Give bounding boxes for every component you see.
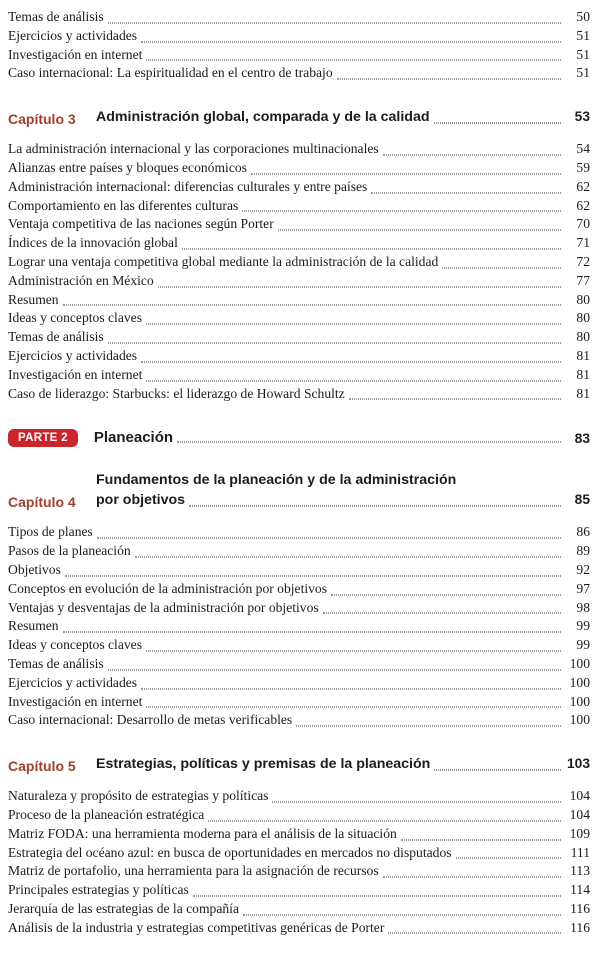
dot-leader (141, 361, 561, 362)
dot-leader (189, 506, 561, 507)
entry-label: Temas de análisis (8, 655, 104, 671)
page-number: 80 (576, 291, 590, 307)
page-number: 113 (570, 863, 590, 879)
entry-label: Resumen (8, 291, 59, 307)
toc-entry (8, 806, 590, 825)
chapter-title-line-2 (96, 490, 590, 510)
page-number: 54 (576, 141, 590, 157)
entry-label: Temas de análisis (8, 329, 104, 345)
dot-leader (65, 575, 561, 576)
table-of-contents (8, 8, 590, 937)
dot-leader (401, 839, 561, 840)
dot-leader (146, 650, 561, 651)
entry-label: Ejercicios y actividades (8, 674, 138, 690)
toc-entry (8, 862, 590, 881)
dot-leader (63, 632, 561, 633)
entry-label: Administración en México (8, 272, 154, 288)
page-number: 80 (576, 310, 590, 326)
entry-label: Ventaja competitiva de las naciones según Porter (8, 216, 274, 232)
toc-entry (8, 636, 590, 655)
chapter-title-line (96, 754, 590, 774)
toc-entry (8, 64, 590, 83)
page-number: 92 (576, 561, 590, 577)
page-number: 116 (570, 919, 590, 935)
dot-leader (383, 154, 561, 155)
entry-label: Caso de liderazgo: Starbucks: el liderazgo de Howard Schultz (8, 385, 345, 401)
dot-leader (337, 79, 561, 80)
page-number: 51 (576, 65, 590, 81)
entry-label: Administración internacional: diferencias culturales y entre países (8, 178, 368, 194)
toc-entry (8, 234, 590, 253)
chapter-heading (8, 754, 590, 774)
toc-entry (8, 140, 590, 159)
chapter-heading (8, 107, 590, 127)
toc-entry (8, 8, 590, 27)
toc-entry (8, 159, 590, 178)
toc-entry (8, 366, 590, 385)
page-number: 100 (569, 674, 590, 690)
page-number: 86 (576, 524, 590, 540)
page-number: 99 (576, 637, 590, 653)
chapter-title-block (96, 754, 590, 774)
chapter-title: Fundamentos de la planeación y de la administración (96, 472, 457, 489)
toc-entry (8, 825, 590, 844)
entry-label: Naturaleza y propósito de estrategias y políticas (8, 788, 269, 804)
page-number: 99 (576, 618, 590, 634)
toc-entry (8, 655, 590, 674)
toc-entry (8, 542, 590, 561)
dot-leader (371, 192, 561, 193)
page-number: 81 (576, 366, 590, 382)
entry-label: La administración internacional y las corporaciones multinacionales (8, 141, 379, 157)
entry-label: Índices de la innovación global (8, 235, 178, 251)
entry-label: Investigación en internet (8, 46, 143, 62)
page-number: 59 (576, 159, 590, 175)
dot-leader (331, 594, 561, 595)
dot-leader (146, 707, 561, 708)
entry-label: Jerarquía de las estrategias de la compañía (8, 900, 239, 916)
dot-leader (158, 286, 561, 287)
dot-leader (442, 267, 561, 268)
toc-entry (8, 693, 590, 712)
page-number: 100 (569, 655, 590, 671)
entry-label: Resumen (8, 618, 59, 634)
toc-entry (8, 844, 590, 863)
dot-leader (243, 914, 561, 915)
entry-label: Proceso de la planeación estratégica (8, 806, 205, 822)
entry-label: Caso internacional: Desarrollo de metas verificables (8, 712, 293, 728)
dot-leader (193, 895, 561, 896)
toc-entry (8, 787, 590, 806)
dot-leader (272, 801, 561, 802)
entry-label: Ejercicios y actividades (8, 347, 138, 363)
chapter-title-continued: por objetivos (96, 492, 186, 509)
page-number: 98 (576, 599, 590, 615)
entry-label: Objetivos (8, 561, 61, 577)
toc-entry (8, 178, 590, 197)
page-number: 109 (569, 825, 590, 841)
entry-label: Ejercicios y actividades (8, 27, 138, 43)
entry-label: Comportamiento en las diferentes culturas (8, 197, 239, 213)
dot-leader (146, 380, 561, 381)
entry-label: Tipos de planes (8, 524, 93, 540)
dot-leader (141, 41, 561, 42)
dot-leader (251, 173, 561, 174)
toc-entry (8, 919, 590, 938)
chapter-title: Administración global, comparada y de la calidad (96, 109, 430, 126)
chapter-title-block (96, 107, 590, 127)
entry-label: Temas de análisis (8, 9, 104, 24)
page-number: 100 (569, 712, 590, 728)
dot-leader (434, 770, 561, 771)
dot-leader (208, 820, 561, 821)
page-number: 104 (569, 806, 590, 822)
toc-entry (8, 561, 590, 580)
toc-entry (8, 27, 590, 46)
part-badge: PARTE 2 (8, 429, 78, 447)
dot-leader (146, 60, 561, 61)
toc-entry (8, 347, 590, 366)
dot-leader (108, 669, 561, 670)
page-number: 100 (569, 693, 590, 709)
toc-entry (8, 272, 590, 291)
entry-label: Matriz de portafolio, una herramienta para la asignación de recursos (8, 863, 379, 879)
page-number: 62 (576, 197, 590, 213)
dot-leader (63, 305, 561, 306)
page-number: 70 (576, 216, 590, 232)
part-heading (8, 428, 590, 446)
page-number: 116 (570, 900, 590, 916)
dot-leader (388, 933, 561, 934)
entry-label: Caso internacional: La espiritualidad en el centro de trabajo (8, 65, 333, 81)
part-page-number: 83 (574, 431, 590, 447)
dot-leader (97, 538, 561, 539)
chapter-title-line-1 (96, 470, 590, 490)
toc-entry (8, 599, 590, 618)
page-number: 51 (576, 27, 590, 43)
dot-leader (456, 858, 561, 859)
page-number: 51 (576, 46, 590, 62)
dot-leader (349, 399, 561, 400)
dot-leader (182, 248, 561, 249)
toc-entry (8, 253, 590, 272)
toc-entry (8, 197, 590, 216)
toc-entry (8, 674, 590, 693)
entry-label: Conceptos en evolución de la administración por objetivos (8, 580, 328, 596)
chapter-page-number: 53 (574, 109, 590, 125)
entry-label: Pasos de la planeación (8, 543, 131, 559)
entry-label: Alianzas entre países y bloques económicos (8, 159, 247, 175)
chapter-title-line (96, 107, 590, 127)
dot-leader (135, 556, 561, 557)
toc-entry (8, 385, 590, 404)
entry-label: Ventajas y desventajas de la administración por objetivos (8, 599, 319, 615)
dot-leader (177, 442, 561, 443)
dot-leader (108, 22, 561, 23)
page-number: 89 (576, 543, 590, 559)
entry-label: Ideas y conceptos claves (8, 310, 142, 326)
toc-entry (8, 881, 590, 900)
page-number: 71 (576, 235, 590, 251)
entry-label: Principales estrategias y políticas (8, 882, 189, 898)
dot-leader (242, 211, 561, 212)
page-number: 104 (569, 788, 590, 804)
entry-label: Lograr una ventaja competitiva global mediante la administración de la calidad (8, 253, 439, 269)
chapter-heading (8, 470, 590, 510)
toc-entry (8, 617, 590, 636)
toc-entry (8, 900, 590, 919)
dot-leader (296, 726, 561, 727)
page-number: 81 (576, 385, 590, 401)
chapter-title-block (96, 470, 590, 510)
entry-label: Matriz FODA: una herramienta moderna para el análisis de la situación (8, 825, 397, 841)
chapter-page-number: 85 (574, 492, 590, 508)
chapter-number: Capítulo 3 (8, 111, 76, 128)
page-number: 77 (576, 272, 590, 288)
page-number: 97 (576, 580, 590, 596)
toc-entry (8, 711, 590, 730)
toc-entry (8, 291, 590, 310)
dot-leader (278, 230, 561, 231)
entry-label: Investigación en internet (8, 366, 143, 382)
page-number: 111 (570, 844, 590, 860)
entry-label: Ideas y conceptos claves (8, 637, 142, 653)
part-title: Planeación (93, 429, 174, 447)
chapter-page-number: 103 (566, 756, 590, 772)
dot-leader (146, 324, 561, 325)
toc-entry (8, 309, 590, 328)
page-number: 72 (576, 253, 590, 269)
page-number: 80 (576, 329, 590, 345)
dot-leader (141, 688, 561, 689)
page-number: 50 (576, 9, 590, 24)
page-number: 81 (576, 347, 590, 363)
toc-entry (8, 215, 590, 234)
dot-leader (383, 877, 561, 878)
dot-leader (108, 342, 561, 343)
entry-label: Estrategia del océano azul: en busca de oportunidades en mercados no disputados (8, 844, 452, 860)
entry-label: Investigación en internet (8, 693, 143, 709)
toc-entry (8, 46, 590, 65)
page-number: 62 (576, 178, 590, 194)
dot-leader (323, 613, 561, 614)
chapter-number: Capítulo 4 (8, 494, 76, 511)
toc-entry (8, 328, 590, 347)
toc-entry (8, 523, 590, 542)
chapter-number: Capítulo 5 (8, 758, 76, 775)
toc-entry (8, 580, 590, 599)
chapter-title: Estrategias, políticas y premisas de la planeación (96, 756, 431, 773)
dot-leader (434, 123, 562, 124)
page-number: 114 (570, 882, 590, 898)
entry-label: Análisis de la industria y estrategias competitivas genéricas de Porter (8, 919, 385, 935)
